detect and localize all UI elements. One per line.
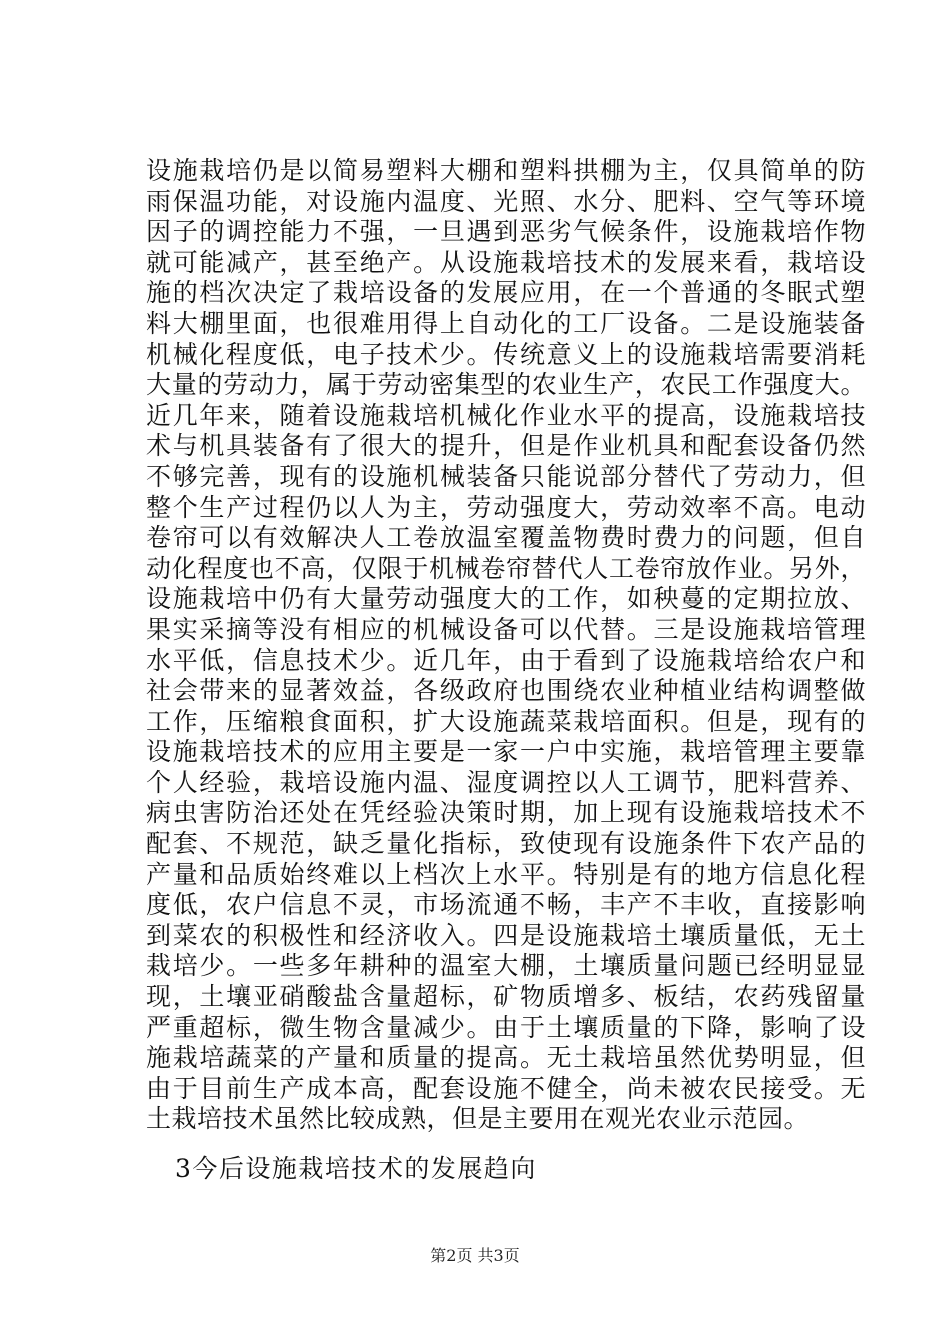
text-line: 由于目前生产成本高，配套设施不健全，尚未被农民接受。无 xyxy=(146,1073,866,1103)
text-line: 工作，压缩粮食面积，扩大设施蔬菜栽培面积。但是，现有的 xyxy=(146,706,866,736)
text-line: 严重超标，微生物含量减少。由于土壤质量的下降，影响了设 xyxy=(146,1012,866,1042)
text-line: 配套、不规范，缺乏量化指标，致使现有设施条件下农产品的 xyxy=(146,829,866,859)
text-line: 就可能减产，甚至绝产。从设施栽培技术的发展来看，栽培设 xyxy=(146,247,866,277)
text-line: 产量和品质始终难以上档次上水平。特别是有的地方信息化程 xyxy=(146,859,866,889)
text-line: 术与机具装备有了很大的提升，但是作业机具和配套设备仍然 xyxy=(146,431,866,461)
text-line: 设施栽培仍是以简易塑料大棚和塑料拱棚为主，仅具简单的防 xyxy=(146,156,866,185)
text-line: 现，土壤亚硝酸盐含量超标，矿物质增多、板结，农药残留量 xyxy=(146,982,866,1012)
text-line: 果实采摘等没有相应的机械设备可以代替。三是设施栽培管理 xyxy=(146,614,866,644)
text-line: 料大棚里面，也很难用得上自动化的工厂设备。二是设施装备 xyxy=(146,308,866,338)
text-line: 大量的劳动力，属于劳动密集型的农业生产，农民工作强度大。 xyxy=(146,370,866,400)
text-line: 土栽培技术虽然比较成熟，但是主要用在观光农业示范园。 xyxy=(146,1104,810,1134)
text-line: 近几年来，随着设施栽培机械化作业水平的提高，设施栽培技 xyxy=(146,400,866,430)
text-line: 施栽培蔬菜的产量和质量的提高。无土栽培虽然优势明显，但 xyxy=(146,1043,866,1073)
text-line: 度低，农户信息不灵，市场流通不畅，丰产不丰收，直接影响 xyxy=(146,890,866,920)
text-line: 到菜农的积极性和经济收入。四是设施栽培土壤质量低，无土 xyxy=(146,920,866,950)
page-footer: 第2页 共3页 xyxy=(430,1246,520,1265)
text-line: 社会带来的显著效益，各级政府也围绕农业种植业结构调整做 xyxy=(146,676,866,706)
text-line: 机械化程度低，电子技术少。传统意义上的设施栽培需要消耗 xyxy=(146,339,866,369)
text-line: 病虫害防治还处在凭经验决策时期，加上现有设施栽培技术不 xyxy=(146,798,866,828)
text-line: 个人经验，栽培设施内温、湿度调控以人工调节，肥料营养、 xyxy=(146,767,866,797)
text-line: 栽培少。一些多年耕种的温室大棚，土壤质量问题已经明显显 xyxy=(146,951,866,981)
text-line: 设施栽培技术的应用主要是一家一户中实施，栽培管理主要靠 xyxy=(146,737,866,767)
text-line: 动化程度也不高，仅限于机械卷帘替代人工卷帘放作业。另外， xyxy=(146,553,866,583)
text-line: 雨保温功能，对设施内温度、光照、水分、肥料、空气等环境 xyxy=(146,186,866,216)
text-line: 水平低，信息技术少。近几年，由于看到了设施栽培给农户和 xyxy=(146,645,866,675)
text-line: 设施栽培中仍有大量劳动强度大的工作，如秧蔓的定期拉放、 xyxy=(146,584,866,614)
text-line: 因子的调控能力不强，一旦遇到恶劣气候条件，设施栽培作物 xyxy=(146,217,866,247)
text-line: 不够完善，现有的设施机械装备只能说部分替代了劳动力，但 xyxy=(146,461,866,491)
text-line: 卷帘可以有效解决人工卷放温室覆盖物费时费力的问题，但自 xyxy=(146,523,866,553)
text-line: 整个生产过程仍以人为主，劳动强度大，劳动效率不高。电动 xyxy=(146,492,866,522)
text-line: 施的档次决定了栽培设备的发展应用，在一个普通的冬眠式塑 xyxy=(146,278,866,308)
body-paragraph xyxy=(146,156,866,1135)
section-heading: 3今后设施栽培技术的发展趋向 xyxy=(175,1154,537,1183)
